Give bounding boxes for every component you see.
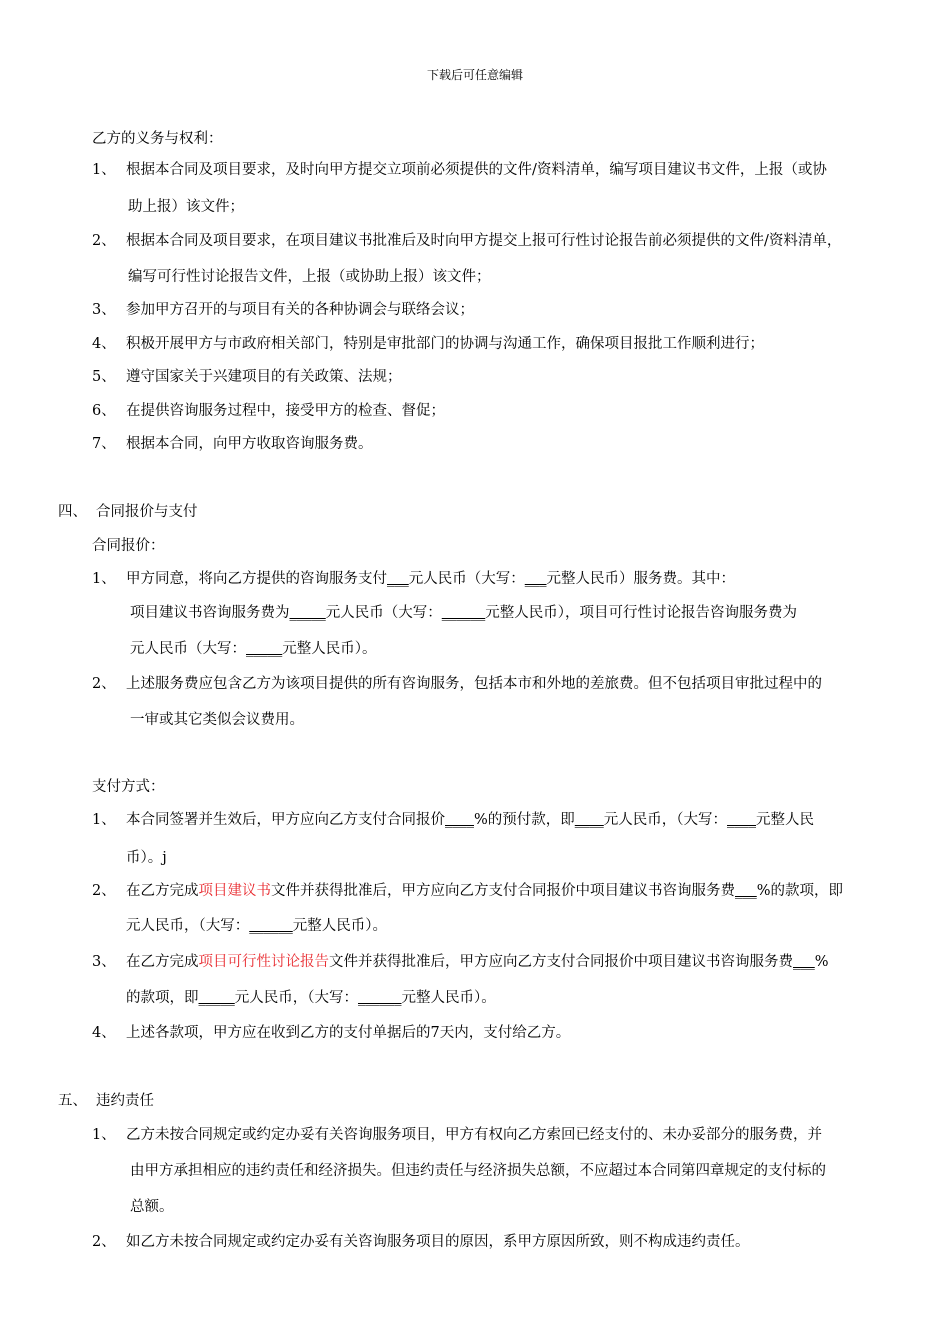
item-number: 2、	[92, 883, 116, 899]
blank: ___	[735, 883, 757, 899]
duty-item-6	[92, 401, 445, 421]
item-text: 元整人民	[756, 812, 815, 828]
item-text: 元人民币（大写：	[130, 641, 246, 657]
item-text: 文件并获得批准后，甲方应向乙方支付合同报价中项目建议书咨询服务费	[329, 954, 793, 970]
item-number: 6、	[92, 403, 116, 419]
item-number: 5、	[92, 369, 116, 385]
page-header: 下载后可任意编辑	[426, 68, 523, 82]
quote-item-1	[92, 569, 735, 589]
payment-item-2	[92, 881, 843, 901]
quote-item-2	[92, 674, 822, 694]
blank: ___	[387, 571, 409, 587]
blank: ____	[445, 812, 474, 828]
item-text: 本合同签署并生效后，甲方应向乙方支付合同报价	[126, 812, 445, 828]
item-number: 3、	[92, 302, 116, 318]
item-text: 元整人民币）。	[401, 990, 496, 1006]
highlighted-text: 项目建议书	[198, 883, 271, 899]
payment-item-3-cont	[126, 988, 496, 1008]
quote-item-1-cont2	[130, 639, 377, 659]
duty-item-3	[92, 300, 474, 320]
breach-item-1-cont: 由甲方承担相应的违约责任和经济损失。但违约责任与经济损失总额，不应超过本合同第四章规定的支付标的	[130, 1163, 826, 1179]
item-number: 1、	[92, 571, 116, 587]
item-text: 积极开展甲方与市政府相关部门，特别是审批部门的协调与沟通工作，确保项目报批工作顺利进行；	[126, 336, 764, 352]
item-number: 1、	[92, 162, 116, 178]
item-text: 根据本合同及项目要求，及时向甲方提交立项前必须提供的文件/资料清单，编写项目建议书文件，上报（或协	[126, 162, 827, 178]
blank: ___	[793, 954, 815, 970]
item-text: 元整人民币）。	[292, 918, 387, 934]
blank: ____	[574, 812, 604, 828]
item-number: 3、	[92, 954, 116, 970]
section-4-heading	[58, 502, 198, 522]
payment-item-2-cont	[126, 916, 387, 936]
item-text: 项目建议书咨询服务费为	[130, 605, 290, 621]
item-text: 遵守国家关于兴建项目的有关政策、法规；	[126, 369, 402, 385]
item-text: 元人民币，（大写：	[126, 918, 250, 934]
item-text: 元整人民币），项目可行性讨论报告咨询服务费为	[485, 605, 797, 621]
blank: ___	[524, 571, 547, 587]
blank: _____	[198, 990, 235, 1006]
item-text: 在提供咨询服务过程中，接受甲方的检查、督促；	[126, 403, 445, 419]
item-text: 元人民币（大写：	[408, 571, 525, 587]
item-text: %的款项，即	[756, 883, 844, 899]
quote-item-2-cont: 一审或其它类似会议费用。	[130, 712, 304, 728]
item-text: 文件并获得批准后，甲方应向乙方支付合同报价中项目建议书咨询服务费	[271, 883, 735, 899]
duty-item-5	[92, 367, 402, 387]
payment-item-1	[92, 810, 814, 830]
quote-title: 合同报价：	[92, 538, 165, 554]
blank: _____	[289, 605, 326, 621]
blank: ______	[358, 990, 402, 1006]
item-text: 乙方未按合同规定或约定办妥有关咨询服务项目，甲方有权向乙方索回已经支付的、未办妥部分的服务费，并	[126, 1127, 822, 1143]
item-text: 根据本合同，向甲方收取咨询服务费。	[126, 436, 373, 452]
blank: ____	[727, 812, 757, 828]
item-number: 2、	[92, 1234, 116, 1250]
item-text: 甲方同意，将向乙方提供的咨询服务支付	[126, 571, 387, 587]
blank: ______	[441, 605, 486, 621]
payment-item-3	[92, 952, 829, 972]
item-text: 的款项，即	[126, 990, 199, 1006]
item-text: 元人民币，（大写：	[603, 812, 728, 828]
item-text: 元人民币，（大写：	[234, 990, 358, 1006]
section-title: 合同报价与支付	[96, 504, 198, 520]
section-5-heading	[58, 1091, 154, 1111]
item-text: 上述服务费应包含乙方为该项目提供的所有咨询服务，包括本市和外地的差旅费。但不包括项目审批过程中的	[126, 676, 822, 692]
item-text: %	[814, 954, 829, 970]
item-text: 在乙方完成	[126, 883, 199, 899]
breach-item-1	[92, 1125, 822, 1145]
item-number: 4、	[92, 336, 116, 352]
highlighted-text: 项目可行性讨论报告	[198, 954, 329, 970]
item-number: 2、	[92, 676, 116, 692]
section-number: 四、	[58, 504, 87, 520]
duty-item-7	[92, 434, 373, 454]
breach-item-2	[92, 1232, 750, 1252]
payment-item-4	[92, 1023, 570, 1043]
item-number: 1、	[92, 1127, 116, 1143]
duty-item-1	[92, 160, 827, 180]
duty-item-2	[92, 231, 841, 251]
item-text: 上述各款项，甲方应在收到乙方的支付单据后的7天内，支付给乙方。	[126, 1025, 571, 1041]
duty-item-4	[92, 334, 764, 354]
breach-item-1-cont2: 总额。	[130, 1199, 174, 1215]
section-title: 违约责任	[96, 1093, 154, 1109]
item-text: 在乙方完成	[126, 954, 199, 970]
item-text: 根据本合同及项目要求，在项目建议书批准后及时向甲方提交上报可行性讨论报告前必须提供的文件/资料清单，	[126, 233, 842, 249]
item-text: 元整人民币）服务费。其中：	[546, 571, 735, 587]
item-text: 元整人民币）。	[282, 641, 377, 657]
item-number: 1、	[92, 812, 116, 828]
item-text: 参加甲方召开的与项目有关的各种协调会与联络会议；	[126, 302, 474, 318]
blank: ______	[249, 918, 293, 934]
item-text: %的预付款，即	[474, 812, 575, 828]
item-text: 元人民币（大写：	[325, 605, 442, 621]
quote-item-1-cont	[130, 603, 797, 623]
section-number: 五、	[58, 1093, 87, 1109]
duty-item-2-cont: 编写可行性讨论报告文件，上报（或协助上报）该文件；	[128, 269, 491, 285]
item-text: 如乙方未按合同规定或约定办妥有关咨询服务项目的原因，系甲方原因所致，则不构成违约责任。	[126, 1234, 750, 1250]
duty-item-1-cont: 助上报）该文件；	[128, 199, 244, 215]
item-number: 2、	[92, 233, 116, 249]
payment-title: 支付方式：	[92, 779, 165, 795]
item-number: 4、	[92, 1025, 116, 1041]
duties-title: 乙方的义务与权利：	[92, 131, 223, 147]
payment-item-1-cont: 币）。j	[126, 850, 167, 866]
item-number: 7、	[92, 436, 116, 452]
blank: _____	[246, 641, 283, 657]
